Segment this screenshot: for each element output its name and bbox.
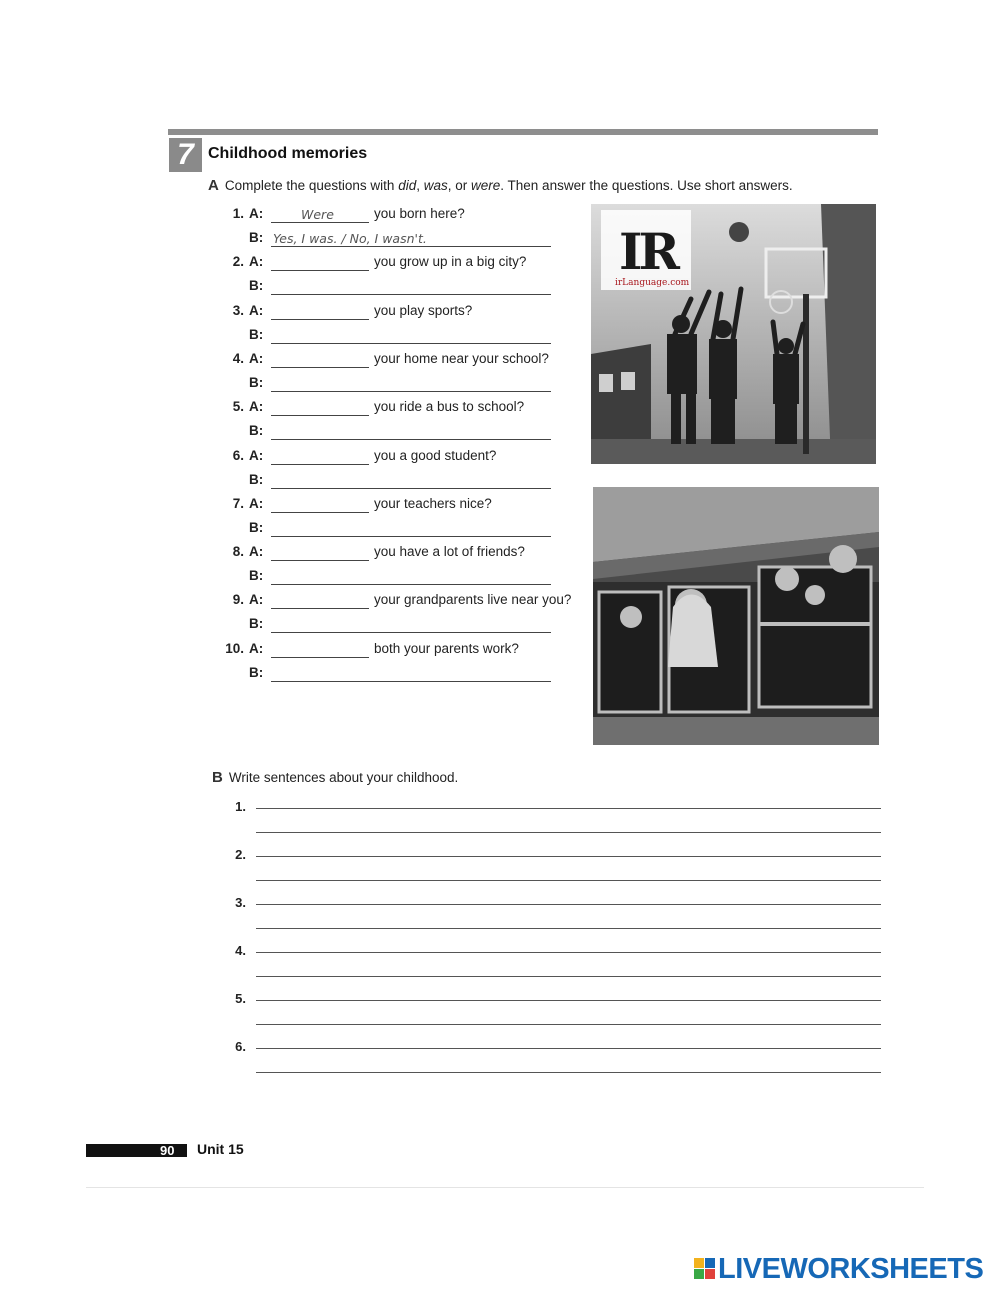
speaker-b-label: B: [249, 520, 264, 535]
logo-letters: IR [619, 222, 676, 281]
instruction-a [208, 177, 793, 194]
verb-blank[interactable] [271, 448, 369, 465]
footer-rule [86, 1187, 924, 1188]
question-number: 7. [232, 496, 244, 511]
section-title: Childhood memories [208, 145, 368, 162]
question-text: your teachers nice? [374, 496, 492, 511]
sentence-line[interactable] [256, 952, 881, 953]
speaker-a-label: A: [249, 254, 264, 269]
question-number: 8. [232, 544, 244, 559]
section-number: 7 [169, 138, 202, 172]
instruction-b-text: Write sentences about your childhood. [228, 770, 459, 785]
speaker-a-label: A: [249, 544, 264, 559]
speaker-b-label: B: [249, 472, 264, 487]
answer-blank[interactable] [271, 327, 551, 344]
answer-blank[interactable] [271, 472, 551, 489]
question-text: you ride a bus to school? [374, 399, 525, 414]
sentence-number: 6. [235, 1039, 246, 1054]
verb-blank[interactable] [271, 641, 369, 658]
school-bus-photo [593, 487, 879, 745]
question-text: both your parents work? [374, 641, 519, 656]
question-text: you play sports? [374, 303, 473, 318]
sentence-line[interactable] [256, 1000, 881, 1001]
question-number: 3. [232, 303, 244, 318]
answer-blank[interactable] [271, 665, 551, 682]
verb-blank[interactable] [271, 544, 369, 561]
speaker-a-label: A: [249, 641, 264, 656]
page-number: 90 [160, 1143, 175, 1158]
basketball-photo [591, 204, 876, 464]
irlanguage-logo [601, 210, 691, 290]
speaker-a-label: A: [249, 399, 264, 414]
question-number: 9. [232, 592, 244, 607]
speaker-a-label: A: [249, 351, 264, 366]
exercise-b-letter: B [212, 769, 223, 786]
sentence-line[interactable] [256, 856, 881, 857]
sentence-line[interactable] [256, 1024, 881, 1025]
short-answer: Yes, I was. / No, I wasn't. [273, 231, 427, 246]
speaker-b-label: B: [249, 278, 264, 293]
verb-blank[interactable] [271, 496, 369, 513]
sentence-number: 4. [235, 943, 246, 958]
question-number: 1. [232, 206, 244, 221]
question-text: your home near your school? [374, 351, 549, 366]
question-number: 4. [232, 351, 244, 366]
speaker-b-label: B: [249, 375, 264, 390]
instruction-b [212, 769, 458, 786]
speaker-b-label: B: [249, 616, 264, 631]
question-number: 10. [225, 641, 244, 656]
speaker-a-label: A: [249, 592, 264, 607]
verb-answer: Were [301, 207, 334, 222]
sentence-line[interactable] [256, 928, 881, 929]
sentence-number: 3. [235, 895, 246, 910]
question-number: 2. [232, 254, 244, 269]
speaker-b-label: B: [249, 568, 264, 583]
question-text: you born here? [374, 206, 465, 221]
speaker-b-label: B: [249, 423, 264, 438]
speaker-b-label: B: [249, 327, 264, 342]
exercise-a-letter: A [208, 177, 219, 194]
sentence-number: 5. [235, 991, 246, 1006]
answer-blank[interactable] [271, 616, 551, 633]
sentence-line[interactable] [256, 880, 881, 881]
instruction-a-text: Complete the questions with did, was, or were. Then answer the questions. Use short answers. [224, 178, 793, 193]
speaker-a-label: A: [249, 303, 264, 318]
speaker-b-label: B: [249, 665, 264, 680]
sentence-line[interactable] [256, 976, 881, 977]
sentence-number: 2. [235, 847, 246, 862]
question-text: you a good student? [374, 448, 497, 463]
liveworksheets-icon [694, 1258, 716, 1280]
answer-blank[interactable] [271, 375, 551, 392]
speaker-a-label: A: [249, 496, 264, 511]
speaker-b-label: B: [249, 230, 264, 245]
speaker-a-label: A: [249, 206, 264, 221]
question-text: your grandparents live near you? [374, 592, 572, 607]
speaker-a-label: A: [249, 448, 264, 463]
answer-blank[interactable] [271, 520, 551, 537]
liveworksheets-wordmark: LIVEWORKSHEETS [718, 1253, 984, 1285]
question-text: you have a lot of friends? [374, 544, 525, 559]
question-number: 6. [232, 448, 244, 463]
verb-blank[interactable] [271, 351, 369, 368]
logo-site: irLanguage.com [615, 278, 690, 288]
header-rule [168, 129, 878, 135]
verb-blank[interactable] [271, 399, 369, 416]
sentence-line[interactable] [256, 904, 881, 905]
unit-label: Unit 15 [197, 1141, 244, 1157]
sentence-line[interactable] [256, 1072, 881, 1073]
answer-blank[interactable] [271, 568, 551, 585]
question-number: 5. [232, 399, 244, 414]
sentence-line[interactable] [256, 808, 881, 809]
verb-blank[interactable] [271, 303, 369, 320]
question-text: you grow up in a big city? [374, 254, 527, 269]
sentence-line[interactable] [256, 1048, 881, 1049]
answer-blank[interactable] [271, 423, 551, 440]
answer-blank[interactable] [271, 278, 551, 295]
verb-blank[interactable] [271, 592, 369, 609]
sentence-number: 1. [235, 799, 246, 814]
verb-blank[interactable] [271, 254, 369, 271]
school-bus-illustration [593, 487, 879, 745]
sentence-line[interactable] [256, 832, 881, 833]
